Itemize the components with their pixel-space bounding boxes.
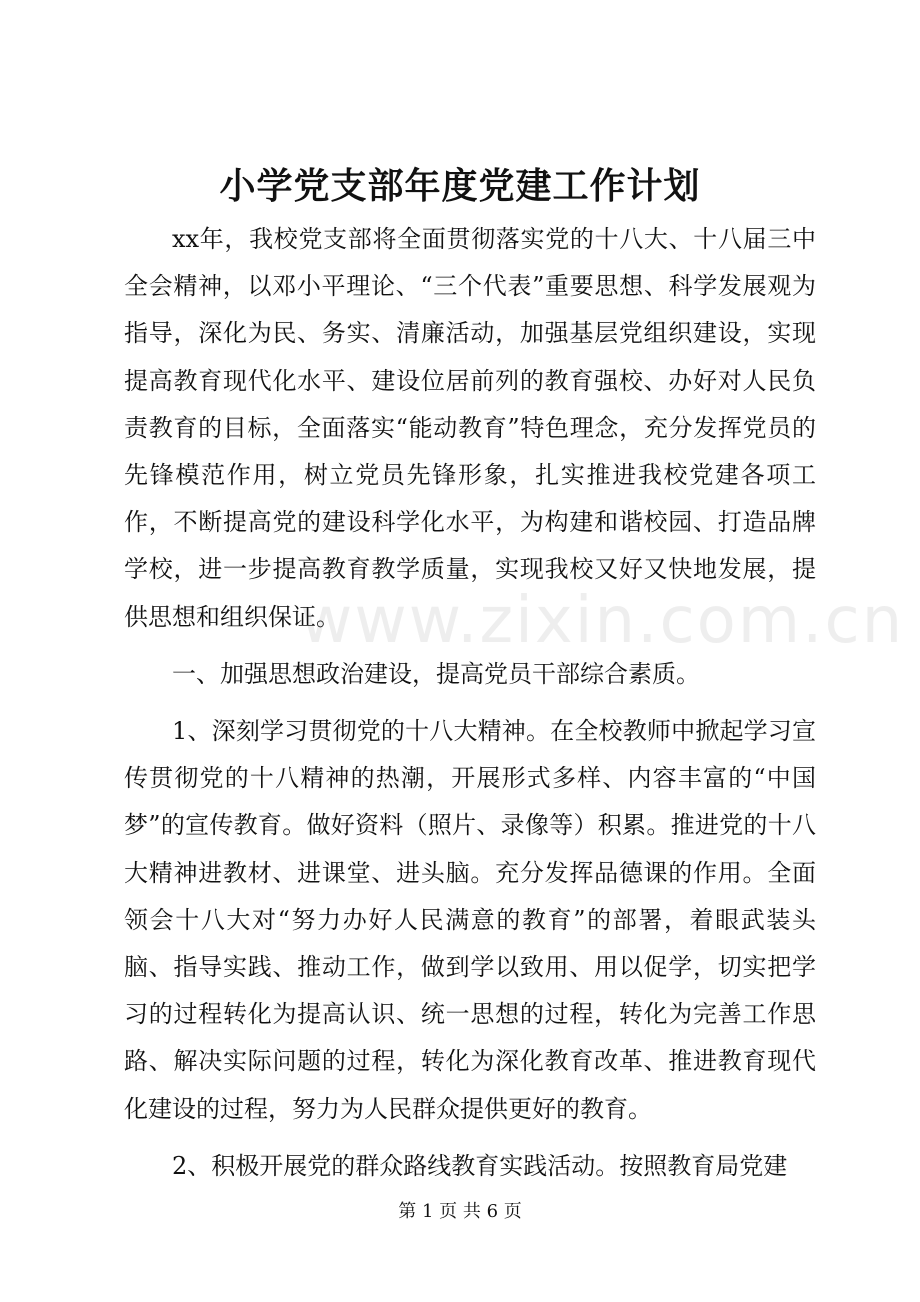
- watermark: www.zixin.com.cn: [300, 584, 905, 658]
- paragraph-item-1: 1、深刻学习贯彻党的十八大精神。在全校教师中掀起学习宣传贯彻党的十八精神的热潮，开展形式多样、内容丰富的“中国梦”的宣传教育。做好资料（照片、录像等）积累。推进党的十八大精神进教材、进课堂、进头脑。充分发挥品德课的作用。全面领会十八大对“努力办好人民满意的教育”的部署，着眼武装头脑、指导实践、推动工作，做到学以致用、用以促学，切实把学习的过程转化为提高认识、统一思想的过程，转化为完善工作思路、解决实际问题的过程，转化为深化教育改革、推进教育现代化建设的过程，努力为人民群众提供更好的教育。: [124, 717, 816, 1123]
- document-title: 小学党支部年度党建工作计划: [219, 165, 701, 207]
- page-footer: 第 1 页 共 6 页: [398, 1201, 522, 1222]
- paragraph-section-heading: 一、加强思想政治建设，提高党员干部综合素质。: [172, 659, 700, 688]
- document-body: [124, 216, 816, 1190]
- paragraph-intro: xx年，我校党支部将全面贯彻落实党的十八大、十八届三中全会精神，以邓小平理论、“三个代表”重要思想、科学发展观为指导，深化为民、务实、清廉活动，加强基层党组织建设，实现提高教育现代化水平、建设位居前列的教育强校、办好对人民负责教育的目标，全面落实“能动教育”特色理念，充分发挥党员的先锋模范作用，树立党员先锋形象，扎实推进我校党建各项工作，不断提高党的建设科学化水平，为构建和谐校园、打造品牌学校，进一步提高教育教学质量，实现我校又好又快地发展，提供思想和组织保证。: [124, 225, 816, 631]
- paragraph-item-2: 2、积极开展党的群众路线教育实践活动。按照教育局党建: [172, 1151, 788, 1180]
